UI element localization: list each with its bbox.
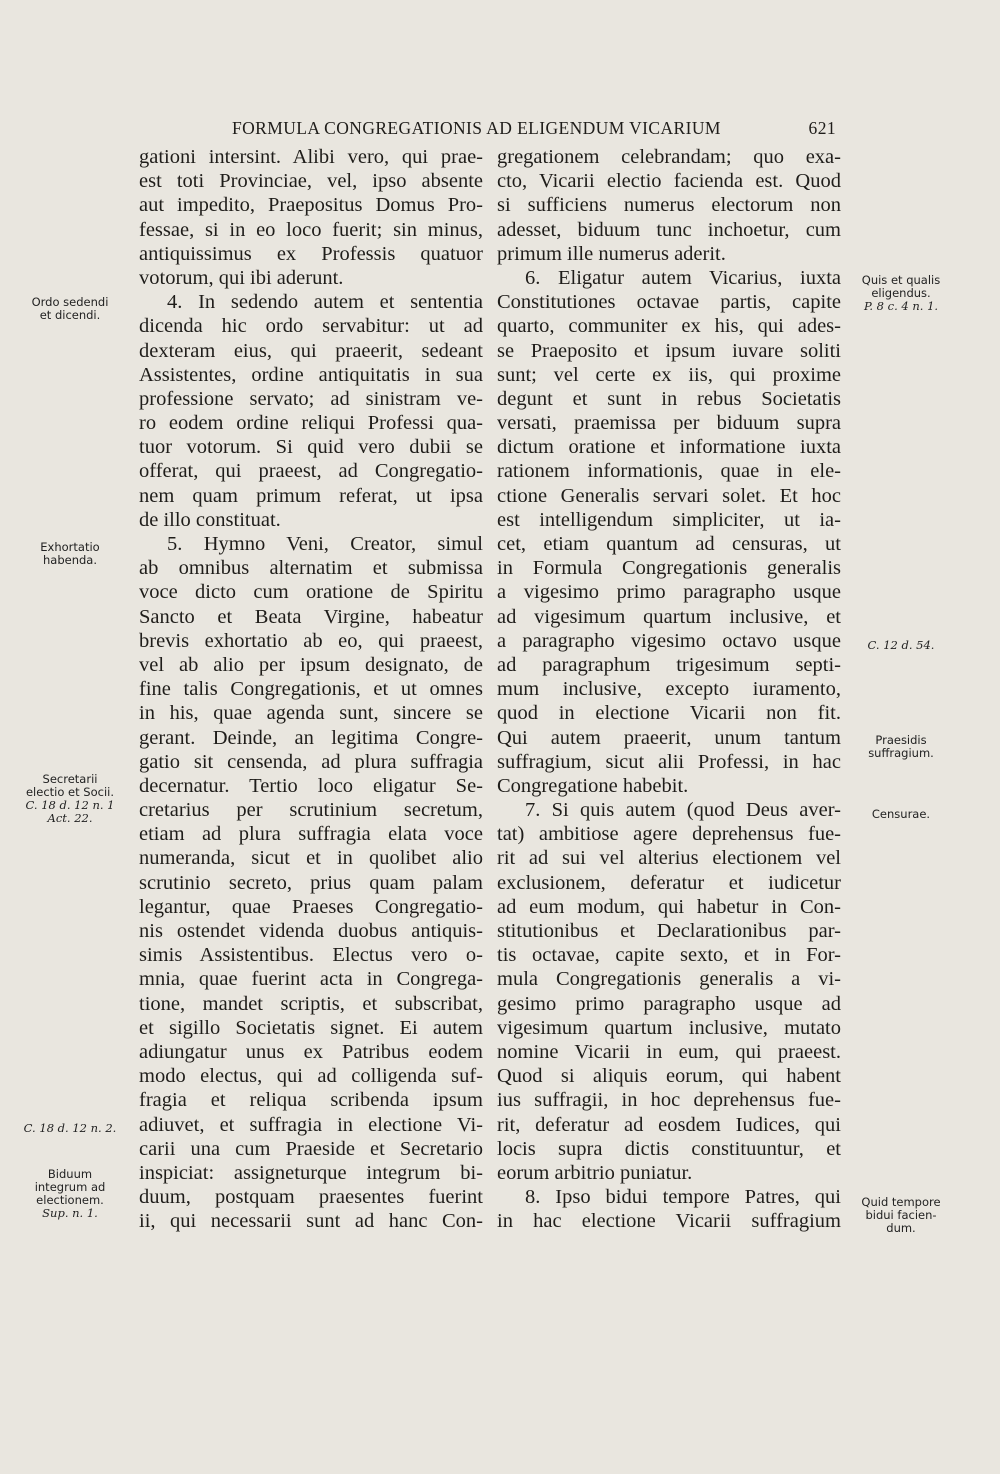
margin-note-line: integrum ad (34, 1180, 106, 1194)
text-line: gationi intersint. Alibi vero, qui prae- (139, 146, 483, 168)
text-line: rationem informationis, quae in ele- (497, 460, 841, 483)
text-line: tat) ambitiose agere deprehensus fue- (497, 823, 841, 846)
text-line: tuor votorum. Si quid vero dubii se (139, 436, 483, 459)
margin-reference: C. 18 d. 12 n. 1 (25, 798, 115, 812)
margin-note-line: Censurae. (871, 807, 931, 821)
margin-note-line: Biduum (47, 1167, 93, 1181)
text-line: 8. Ipso bidui tempore Patres, qui (525, 1186, 841, 1209)
text-line: antiquissimus ex Professis quatuor (139, 242, 483, 265)
text-line: adiuvet, et suffragia in electione Vi- (139, 1113, 483, 1136)
margin-reference: C. 12 d. 54. (867, 638, 935, 652)
text-line: vel ab alio per ipsum designato, de (139, 653, 483, 676)
text-line: etiam ad plura suffragia elata voce (139, 823, 483, 846)
text-line: adiungatur unus ex Patribus eodem (139, 1040, 483, 1063)
text-line: 4. In sedendo autem et sententia (167, 291, 483, 314)
margin-note-line: Ordo sedendi (31, 295, 109, 309)
text-line: modo electus, qui ad colligenda suf- (139, 1065, 483, 1088)
margin-note-line: habenda. (42, 553, 97, 567)
text-line: fessae, si in eo loco fuerit; sin minus, (139, 218, 483, 241)
text-line: brevis exhortatio ab eo, qui praeest, (139, 629, 483, 652)
margin-note-left-5 (16, 1168, 124, 1220)
text-line: nis ostendet videnda duobus antiquis- (139, 920, 483, 942)
text-line: dictum oratione et informatione iuxta (497, 436, 841, 459)
margin-note-line: Quid tempore (861, 1195, 941, 1209)
text-line: cretarius per scrutinium secretum, (139, 799, 483, 822)
text-line: decernatur. Tertio loco eligatur Se- (139, 774, 483, 797)
text-line: est toti Provinciae, vel, ipso absente (139, 170, 483, 193)
text-line: duum, postquam praesentes fuerint (139, 1186, 483, 1209)
margin-note-line: suffragium. (868, 746, 934, 760)
text-line: se Praeposito et ipsum iuvare soliti (497, 339, 841, 362)
text-line: cto, Vicarii electio facienda est. Quod (497, 170, 841, 193)
text-line: est intelligendum simpliciter, ut ia- (497, 508, 841, 531)
text-line: votorum, qui ibi aderunt. (139, 266, 344, 289)
margin-reference: Act. 22. (47, 811, 93, 825)
text-line: dexteram eius, qui praeerit, sedeant (139, 339, 483, 362)
margin-note-line: electio et Socii. (25, 785, 114, 799)
text-line: offerat, qui praeest, ad Congregatio- (139, 460, 483, 483)
text-line: gerant. Deinde, an legitima Congre- (139, 726, 483, 749)
text-line: si sufficiens numerus electorum non (497, 194, 841, 217)
text-line: a paragrapho vigesimo octavo usque (497, 629, 841, 652)
text-line: nomine Vicarii in eum, qui praeest. (497, 1040, 841, 1063)
margin-reference: P. 8 c. 4 n. 1. (863, 299, 939, 313)
text-line: dicenda hic ordo servabitur: ut ad (139, 315, 483, 338)
margin-note-left-2 (16, 541, 124, 567)
text-line: mula Congregationis generalis a vi- (497, 968, 841, 991)
text-line: ab omnibus alternatim et submissa (139, 557, 483, 580)
left-text-column (139, 145, 483, 1233)
text-line: rit, deferatur ad eosdem Iudices, qui (497, 1113, 841, 1136)
margin-note-right-1 (848, 274, 954, 313)
margin-note-right-4 (848, 808, 954, 821)
text-line: Congregatione habebit. (497, 774, 689, 797)
text-line: ad eum modum, qui habetur in Con- (497, 895, 841, 918)
text-line: et sigillo Societatis signet. Ei autem (139, 1016, 483, 1039)
text-line: Quod si aliquis eorum, qui habent (497, 1065, 841, 1088)
text-line: in hac electione Vicarii suffragium (497, 1210, 841, 1233)
text-line: nem quam primum referat, ut ipsa (139, 484, 483, 507)
margin-note-right-2 (848, 639, 954, 652)
right-text-column (497, 145, 841, 1233)
text-line: suffragium, sicut alii Professi, in hac (497, 750, 841, 773)
text-line: rit ad sui vel alterius electionem vel (497, 847, 841, 870)
text-line: mum inclusive, excepto iuramento, (497, 678, 841, 701)
text-line: mnia, quae fuerint acta in Congrega- (139, 968, 483, 991)
margin-note-line: eligendus. (871, 286, 931, 300)
margin-note-line: Praesidis (875, 733, 927, 747)
running-title: FORMULA CONGREGATIONIS AD ELIGENDUM VICARIUM (232, 118, 721, 138)
text-line: exclusionem, deferatur et iudicetur (497, 871, 841, 894)
text-line: quarto, communiter ex his, qui ades- (497, 315, 841, 338)
text-line: professione servato; ad sinistram ve- (139, 387, 483, 410)
text-line: 7. Si quis autem (quod Deus aver- (525, 799, 841, 822)
text-line: aut impedito, Praepositus Domus Pro- (139, 194, 483, 217)
text-line: de illo constituat. (139, 508, 281, 531)
margin-note-line: electionem. (36, 1193, 104, 1207)
text-line: quod in electione Vicarii non fit. (497, 702, 841, 725)
text-line: voce dicto cum oratione de Spiritu (139, 581, 483, 604)
margin-note-line: Quis et qualis (861, 273, 941, 287)
margin-reference: Sup. n. 1. (42, 1206, 98, 1220)
text-line: ro eodem ordine reliqui Professi qua- (139, 412, 483, 435)
text-line: sunt; vel certe ex iis, qui proxime (497, 363, 841, 386)
text-line: versati, praemissa per biduum supra (497, 412, 841, 435)
text-line: legantur, quae Praeses Congregatio- (139, 895, 483, 918)
text-line: adesset, biduum tunc inchoetur, cum (497, 218, 841, 241)
text-line: Constitutiones octavae partis, capite (497, 291, 841, 314)
text-line: inspiciat: assigneturque integrum bi- (139, 1161, 483, 1184)
text-line: a vigesimo primo paragrapho usque (497, 581, 841, 604)
page-number: 621 (808, 118, 836, 138)
margin-note-line: et dicendi. (39, 308, 101, 322)
text-line: ad paragraphum trigesimum septi- (497, 653, 841, 676)
margin-note-right-5 (848, 1196, 954, 1235)
text-line: degunt et sunt in rebus Societatis (497, 387, 841, 410)
text-line: ctione Generalis servari solet. Et hoc (497, 484, 841, 507)
text-line: fragia et reliqua scribenda ipsum (139, 1089, 483, 1112)
text-line: gesimo primo paragrapho usque ad (497, 992, 841, 1015)
text-line: in his, quae agenda sunt, sincere se (139, 702, 483, 725)
text-line: locis supra dictis constituuntur, et (497, 1137, 841, 1160)
text-line: 5. Hymno Veni, Creator, simul (167, 533, 483, 555)
text-line: scrutinio secreto, prius quam palam (139, 871, 483, 894)
text-line: ius suffragii, in hoc deprehensus fue- (497, 1089, 841, 1112)
text-line: Sancto et Beata Virgine, habeatur (139, 605, 483, 628)
text-line: Qui autem praeerit, unum tantum (497, 726, 841, 749)
text-line: vigesimum quartum inclusive, mutato (497, 1016, 841, 1039)
text-line: in Formula Congregationis generalis (497, 557, 841, 580)
text-line: tis octavae, capite sexto, et in For- (497, 944, 841, 967)
margin-note-line: dum. (886, 1221, 916, 1235)
margin-reference: C. 18 d. 12 n. 2. (23, 1121, 117, 1135)
text-line: carii una cum Praeside et Secretario (139, 1137, 483, 1160)
text-line: Assistentes, ordine antiquitatis in sua (139, 363, 483, 386)
margin-note-line: Secretarii (42, 772, 98, 786)
margin-note-left-4 (16, 1122, 124, 1135)
text-line: gregationem celebrandam; quo exa- (497, 146, 841, 168)
text-line: ii, qui necessarii sunt ad hanc Con- (139, 1210, 483, 1233)
text-line: eorum arbitrio puniatur. (497, 1161, 693, 1184)
margin-note-left-3 (16, 773, 124, 825)
text-line: gatio sit censenda, ad plura suffragia (139, 750, 483, 773)
text-line: primum ille numerus aderit. (497, 242, 726, 265)
margin-note-line: Exhortatio (40, 540, 100, 554)
text-line: simis Assistentibus. Electus vero o- (139, 944, 483, 967)
text-line: cet, etiam quantum ad censuras, ut (497, 533, 841, 555)
text-line: fine talis Congregationis, et ut omnes (139, 678, 483, 701)
margin-note-left-1 (16, 296, 124, 322)
text-line: tione, mandet scriptis, et subscribat, (139, 992, 483, 1015)
text-line: 6. Eligatur autem Vicarius, iuxta (525, 266, 841, 289)
margin-note-line: bidui facien- (865, 1208, 937, 1222)
text-line: stitutionibus et Declarationibus par- (497, 920, 841, 942)
text-line: ad vigesimum quartum inclusive, et (497, 605, 841, 628)
running-header (232, 118, 836, 144)
margin-note-right-3 (848, 734, 954, 760)
text-line: numeranda, sicut et in quolibet alio (139, 847, 483, 870)
